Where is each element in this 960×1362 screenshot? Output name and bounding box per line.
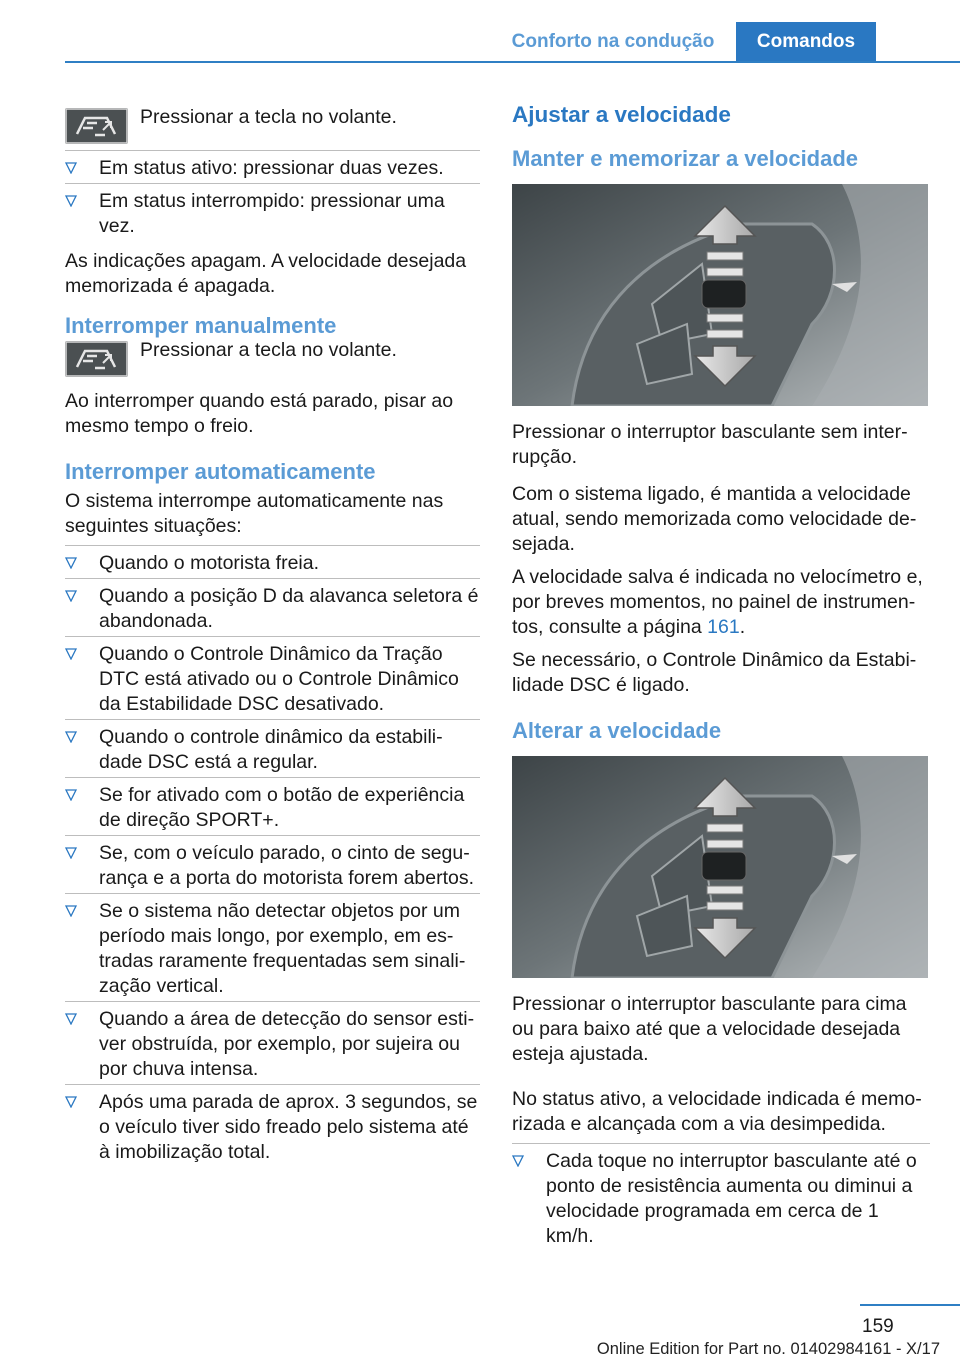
list-item: Quando o Controle Dinâmico da Tração DTC está ativado ou o Controle Dinâmico da Estabilidade DSC desativado.: [65, 642, 480, 717]
steering-wheel-rocker-illustration: [512, 756, 928, 978]
triangle-bullet-icon: [65, 905, 77, 917]
header-section-title: Conforto na condução: [511, 31, 715, 52]
footer-rule: [860, 1304, 960, 1306]
right-column: [512, 100, 930, 1259]
steering-key-instruction-1: [65, 100, 480, 144]
press-count-list: [65, 156, 480, 239]
cruise-control-key-icon: [65, 108, 128, 144]
system-on-paragraph: Com o sistema ligado, é mantida a velocidade atual, sendo memorizada como velocidade de‐sejada.: [512, 483, 917, 555]
list-item: Quando o controle dinâmico da estabili‐dade DSC está a regular.: [65, 725, 480, 775]
footer-edition-text: Online Edition for Part no. 01402984161 - X/17: [596, 1340, 940, 1358]
triangle-bullet-icon: [65, 1013, 77, 1025]
dsc-paragraph: Se necessário, o Controle Dinâmico da Estabi‐lidade DSC é ligado.: [512, 649, 917, 696]
list-item: Se o sistema não detectar objetos por um período mais longo, por exemplo, em es‐tradas raramente frequentadas sem sinali‐zação vertical.: [65, 899, 480, 999]
header-rule: [65, 61, 960, 63]
triangle-bullet-icon: [65, 590, 77, 602]
triangle-bullet-icon: [65, 648, 77, 660]
list-item: Em status interrompido: pressionar uma vez.: [65, 189, 480, 239]
list-item: Se for ativado com o botão de experiência de direção SPORT+.: [65, 783, 480, 833]
header-chapter-tab: Comandos: [736, 22, 876, 62]
page-number: 159: [862, 1316, 894, 1337]
press-rocker-paragraph: Pressionar o interruptor basculante sem inter‐rupção.: [512, 421, 908, 468]
active-status-paragraph: No status ativo, a velocidade indicada é memo‐rizada e alcançada com a via desimpedida.: [512, 1088, 922, 1135]
list-item: Quando o motorista freia.: [65, 551, 480, 576]
list-item: Quando a área de detecção do sensor esti‐ver obstruída, por exemplo, por sujeira ou por chuva intensa.: [65, 1007, 480, 1082]
saved-speed-paragraph: A velocidade salva é indicada no velocímetro e, por breves momentos, no painel de instrumen‐tos, consulte a página 161.: [512, 566, 923, 638]
heading-auto-interrupt: Interromper automaticamente: [65, 459, 376, 484]
list-item: Em status ativo: pressionar duas vezes.: [65, 156, 480, 181]
tap-increment-list: [512, 1149, 930, 1249]
triangle-bullet-icon: [65, 557, 77, 569]
list-item: Quando a posição D da alavanca seletora é abandonada.: [65, 584, 480, 634]
indicator-paragraph: As indicações apagam. A velocidade desejada memorizada é apagada.: [65, 250, 467, 297]
auto-interrupt-list: [65, 551, 480, 1165]
heading-manual-interrupt: Interromper manualmente: [65, 313, 337, 338]
steering-wheel-rocker-illustration: [512, 184, 928, 406]
triangle-bullet-icon: [65, 789, 77, 801]
triangle-bullet-icon: [65, 195, 77, 207]
auto-interrupt-intro: O sistema interrompe automaticamente nas seguintes situações:: [65, 490, 444, 537]
heading-adjust-speed: Ajustar a velocidade: [512, 102, 731, 127]
page-reference-link[interactable]: 161: [707, 616, 740, 638]
adjust-rocker-paragraph: Pressionar o interruptor basculante para cima ou para baixo até que a velocidade desejada esteja ajustada.: [512, 993, 907, 1065]
list-item: Se, com o veículo parado, o cinto de segu‐rança e a porta do motorista forem abertos.: [65, 841, 480, 891]
brake-paragraph: Ao interromper quando está parado, pisar ao mesmo tempo o freio.: [65, 390, 454, 437]
cruise-control-key-icon: [65, 341, 128, 377]
triangle-bullet-icon: [65, 162, 77, 174]
steering-key-instruction-2: [65, 333, 480, 377]
heading-change-speed: Alterar a velocidade: [512, 718, 722, 743]
triangle-bullet-icon: [65, 847, 77, 859]
triangle-bullet-icon: [65, 731, 77, 743]
list-item: Cada toque no interruptor basculante até o ponto de resistência aumenta ou diminui a velocidade programada em cerca de 1 km/h.: [512, 1149, 930, 1249]
triangle-bullet-icon: [65, 1096, 77, 1108]
left-column: [65, 100, 480, 1175]
key-instruction-text: Pressionar a tecla no volante.: [140, 106, 397, 128]
list-item: Após uma parada de aprox. 3 segundos, se o veículo tiver sido freado pelo sistema até à imobilização total.: [65, 1090, 480, 1165]
key-instruction-text: Pressionar a tecla no volante.: [140, 339, 397, 361]
heading-keep-speed: Manter e memorizar a velocidade: [512, 146, 859, 171]
triangle-bullet-icon: [512, 1155, 524, 1167]
